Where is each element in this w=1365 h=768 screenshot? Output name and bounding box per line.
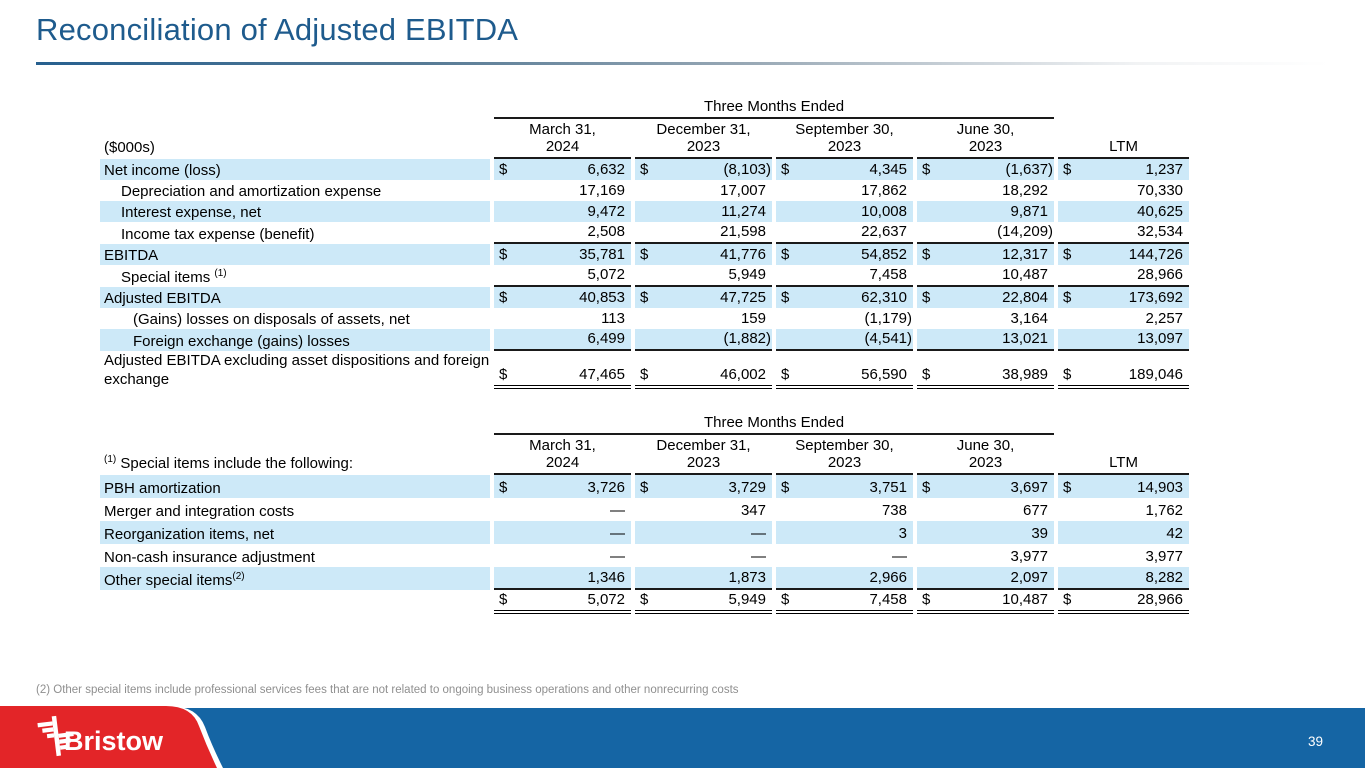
column-header-ltm: LTM	[1058, 119, 1189, 159]
value-cell: 159	[740, 310, 766, 327]
value-cell: $ 10,487	[917, 590, 1054, 614]
value-cell: 9,472	[494, 201, 631, 222]
value-cell: $ 4,345	[776, 159, 913, 180]
row-label: Merger and integration costs	[104, 503, 295, 520]
header-dates-row	[100, 119, 1189, 159]
row-label: Non-cash insurance adjustment	[104, 549, 315, 566]
row-label: Adjusted EBITDA	[100, 287, 490, 308]
value-cell: 3,977	[1145, 548, 1184, 565]
column-header: September 30, 2023	[776, 119, 913, 159]
table-row	[100, 265, 1189, 287]
row-label: Net income (loss)	[100, 159, 490, 180]
bristow-logo	[0, 706, 235, 768]
value-cell: 113	[601, 310, 625, 327]
value-cell: —	[494, 521, 631, 544]
table-row	[100, 544, 1189, 567]
value-cell: 10,487	[917, 265, 1054, 287]
value-cell: 677	[1023, 502, 1049, 519]
value-cell: 3,164	[1010, 310, 1049, 327]
value-cell: —	[610, 548, 625, 565]
value-cell: 2,966	[776, 567, 913, 590]
column-header: December 31, 2023	[635, 119, 772, 159]
data-table	[96, 413, 1193, 614]
row-label: (Gains) losses on disposals of assets, net	[133, 311, 410, 328]
value-cell: 22,637	[776, 222, 913, 244]
value-cell: $ 1,237	[1058, 159, 1189, 180]
value-cell: 17,169	[579, 182, 625, 199]
value-cell: 10,008	[776, 201, 913, 222]
value-cell: 21,598	[635, 222, 772, 244]
value-cell: —	[751, 548, 766, 565]
value-cell: 17,007	[720, 182, 766, 199]
title-divider	[36, 62, 1330, 65]
value-cell: —	[892, 548, 907, 565]
value-cell: $ 35,781	[494, 244, 631, 265]
column-header: June 30, 2023	[917, 435, 1054, 475]
value-cell: $ 47,465	[494, 351, 631, 389]
ebitda-reconciliation-table	[96, 97, 1193, 389]
special-items-table	[96, 413, 1193, 614]
value-cell: 3,977	[1010, 548, 1049, 565]
value-cell: $ 5,072	[494, 590, 631, 614]
value-cell: $ 7,458	[776, 590, 913, 614]
header-spanner-row	[100, 413, 1189, 435]
value-cell: $ 14,903	[1058, 475, 1189, 498]
value-cell: $ 62,310	[776, 287, 913, 308]
value-cell: 1,346	[494, 567, 631, 590]
table-row	[100, 201, 1189, 222]
value-cell: 8,282	[1058, 567, 1189, 590]
value-cell: 2,508	[494, 222, 631, 244]
value-cell: $ (1,637)	[917, 159, 1054, 180]
value-cell: $ 5,949	[635, 590, 772, 614]
value-cell: $ 189,046	[1058, 351, 1189, 389]
value-cell: (14,209)	[917, 222, 1054, 244]
row-label: EBITDA	[100, 244, 490, 265]
value-cell: —	[610, 502, 625, 519]
header-dates-row	[100, 435, 1189, 475]
value-cell: 2,097	[917, 567, 1054, 590]
value-cell: 738	[881, 502, 907, 519]
row-label: PBH amortization	[100, 475, 490, 498]
logo-wordmark: Bristow	[64, 726, 164, 756]
value-cell: 13,097	[1058, 329, 1189, 351]
value-cell: $ 41,776	[635, 244, 772, 265]
row-label: Foreign exchange (gains) losses	[100, 329, 490, 351]
column-header: September 30, 2023	[776, 435, 913, 475]
table-row	[100, 567, 1189, 590]
data-table	[96, 97, 1193, 389]
row-label: Depreciation and amortization expense	[121, 183, 382, 200]
column-header-ltm: LTM	[1058, 435, 1189, 475]
spanner-label: Three Months Ended	[494, 97, 1054, 119]
value-cell: —	[635, 521, 772, 544]
value-cell: 70,330	[1137, 182, 1184, 199]
value-cell: $ 3,751	[776, 475, 913, 498]
value-cell: $ 144,726	[1058, 244, 1189, 265]
table-row	[100, 287, 1189, 308]
row-label: Interest expense, net	[100, 201, 490, 222]
table-row	[100, 329, 1189, 351]
value-cell: 11,274	[635, 201, 772, 222]
table-caption-label: $^{(1)}$ Special items include the following:	[104, 454, 354, 472]
value-cell: $ 3,697	[917, 475, 1054, 498]
value-cell: 17,862	[861, 182, 907, 199]
value-cell: 28,966	[1058, 265, 1189, 287]
value-cell: 5,072	[494, 265, 631, 287]
table-row	[100, 521, 1189, 544]
table-row	[100, 351, 1189, 389]
value-cell: 9,871	[917, 201, 1054, 222]
column-header: March 31, 2024	[494, 435, 631, 475]
row-label: Special items $^{(1)}$	[121, 268, 227, 286]
row-label: Adjusted EBITDA excluding asset dispositions and foreign exchange	[104, 352, 490, 388]
value-cell: $ 54,852	[776, 244, 913, 265]
table-row	[100, 159, 1189, 180]
value-cell: 2,257	[1145, 310, 1184, 327]
value-cell: 32,534	[1058, 222, 1189, 244]
value-cell: 7,458	[776, 265, 913, 287]
value-cell: $ 56,590	[776, 351, 913, 389]
table-row	[100, 222, 1189, 244]
row-label: Other special items$^{(2)}$	[100, 567, 490, 590]
table-row	[100, 244, 1189, 265]
value-cell: $ 12,317	[917, 244, 1054, 265]
row-label: Income tax expense (benefit)	[121, 226, 315, 243]
page-number: 39	[1307, 734, 1323, 749]
value-cell: $ (8,103)	[635, 159, 772, 180]
value-cell: 5,949	[635, 265, 772, 287]
value-cell: 42	[1058, 521, 1189, 544]
value-cell: $ 28,966	[1058, 590, 1189, 614]
value-cell: $ 38,989	[917, 351, 1054, 389]
header-spanner-row	[100, 97, 1189, 119]
value-cell: (1,179)	[864, 310, 912, 327]
value-cell: 1,873	[635, 567, 772, 590]
column-header: June 30, 2023	[917, 119, 1054, 159]
value-cell: 6,499	[494, 329, 631, 351]
value-cell: $ 40,853	[494, 287, 631, 308]
value-cell: $ 22,804	[917, 287, 1054, 308]
value-cell: 3	[776, 521, 913, 544]
footnote-2: (2) Other special items include professional services fees that are not related to ongoing business operations and other nonrecurring costs	[36, 684, 739, 696]
value-cell: (1,882)	[635, 329, 772, 351]
row-label: Reorganization items, net	[100, 521, 490, 544]
value-cell: $ 3,726	[494, 475, 631, 498]
table-row	[100, 180, 1189, 201]
row-label	[100, 590, 490, 614]
value-cell: 13,021	[917, 329, 1054, 351]
value-cell: (4,541)	[776, 329, 913, 351]
spanner-label: Three Months Ended	[494, 413, 1054, 435]
column-header: December 31, 2023	[635, 435, 772, 475]
value-cell: $ 46,002	[635, 351, 772, 389]
value-cell: 39	[917, 521, 1054, 544]
value-cell: 18,292	[1002, 182, 1049, 199]
table-row	[100, 590, 1189, 614]
value-cell: 40,625	[1058, 201, 1189, 222]
value-cell: $ 3,729	[635, 475, 772, 498]
value-cell: 1,762	[1145, 502, 1184, 519]
table-row	[100, 498, 1189, 521]
value-cell: $ 6,632	[494, 159, 631, 180]
table-caption-label: ($000s)	[104, 139, 155, 156]
value-cell: $ 47,725	[635, 287, 772, 308]
value-cell: $ 173,692	[1058, 287, 1189, 308]
value-cell: 347	[740, 502, 766, 519]
page-title: Reconciliation of Adjusted EBITDA	[36, 12, 519, 47]
column-header: March 31, 2024	[494, 119, 631, 159]
table-row	[100, 308, 1189, 329]
table-row	[100, 475, 1189, 498]
